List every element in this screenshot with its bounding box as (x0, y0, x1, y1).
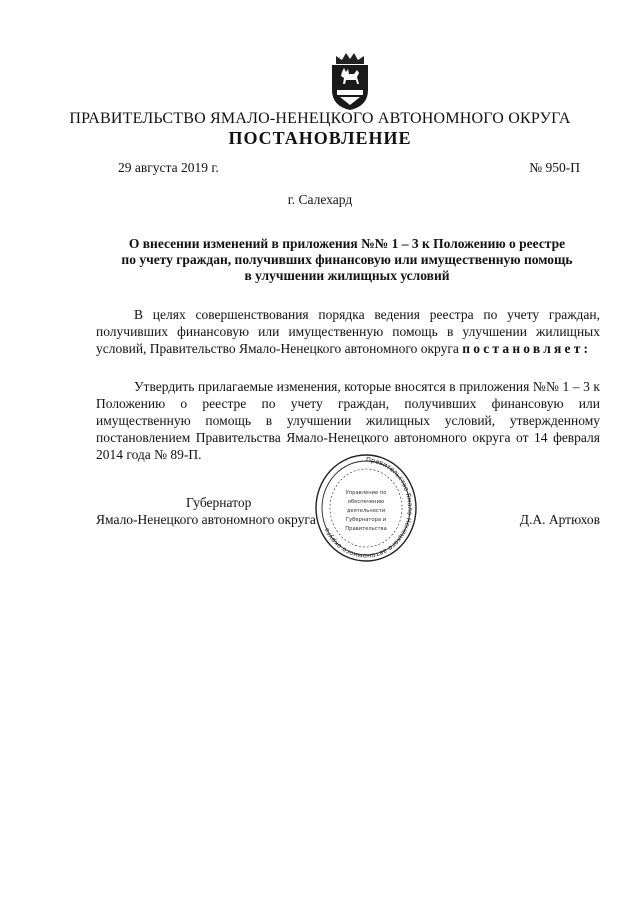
government-name: ПРАВИТЕЛЬСТВО ЯМАЛО-НЕНЕЦКОГО АВТОНОМНОГО ОКРУГА (69, 110, 571, 127)
svg-text:деятельности: деятельности (346, 508, 386, 514)
coat-of-arms-icon (328, 50, 372, 112)
preamble-text: В целях совершенствования порядка ведения реестра по учету граждан, получивших финансовую или имущественную помощь в улучшении жилищных условий, Правительство Ямало-Ненецкого автономного округа (96, 307, 600, 356)
signatory-title: Губернатор (186, 495, 252, 510)
document-date: 29 августа 2019 г. (118, 160, 219, 175)
signatory-name: Д.А. Артюхов (519, 512, 600, 527)
document-type: ПОСТАНОВЛЕНИЕ (228, 128, 412, 148)
svg-text:Правительства: Правительства (345, 526, 387, 532)
document-city: г. Салехард (287, 192, 353, 207)
resolution-text: Утвердить прилагаемые изменения, которые вносятся в приложения №№ 1 – 3 к Положению о реестре по учету граждан, получивших финансовую или имущественную помощь в улучшении жилищных условий, утвержденному постановлением Правительства Ямало-Ненецкого автономного округа от 14 февраля 2014 года № 89-П. (96, 379, 600, 462)
svg-text:Губернатора и: Губернатора и (345, 517, 387, 523)
signatory-organization: Ямало-Ненецкого автономного округа (96, 512, 316, 527)
subject-line: в улучшении жилищных условий (244, 268, 450, 283)
svg-text:обеспечению: обеспечению (347, 499, 385, 505)
svg-text:Управление по: Управление по (345, 490, 387, 496)
svg-text:Правительство Ямало-Ненецкого: Правительство Ямало-Ненецкого автономного округа (322, 455, 414, 561)
subject-line: О внесении изменений в приложения №№ 1 – 3 к Положению о реестре (128, 236, 566, 251)
document-subject (96, 236, 598, 284)
document-number: № 950-П (529, 160, 580, 175)
subject-line: по учету граждан, получивших финансовую или имущественную помощь (121, 252, 573, 267)
resolution-verb: постановляет: (462, 341, 592, 356)
paragraph-preamble (96, 306, 600, 357)
official-stamp-icon (312, 446, 420, 562)
